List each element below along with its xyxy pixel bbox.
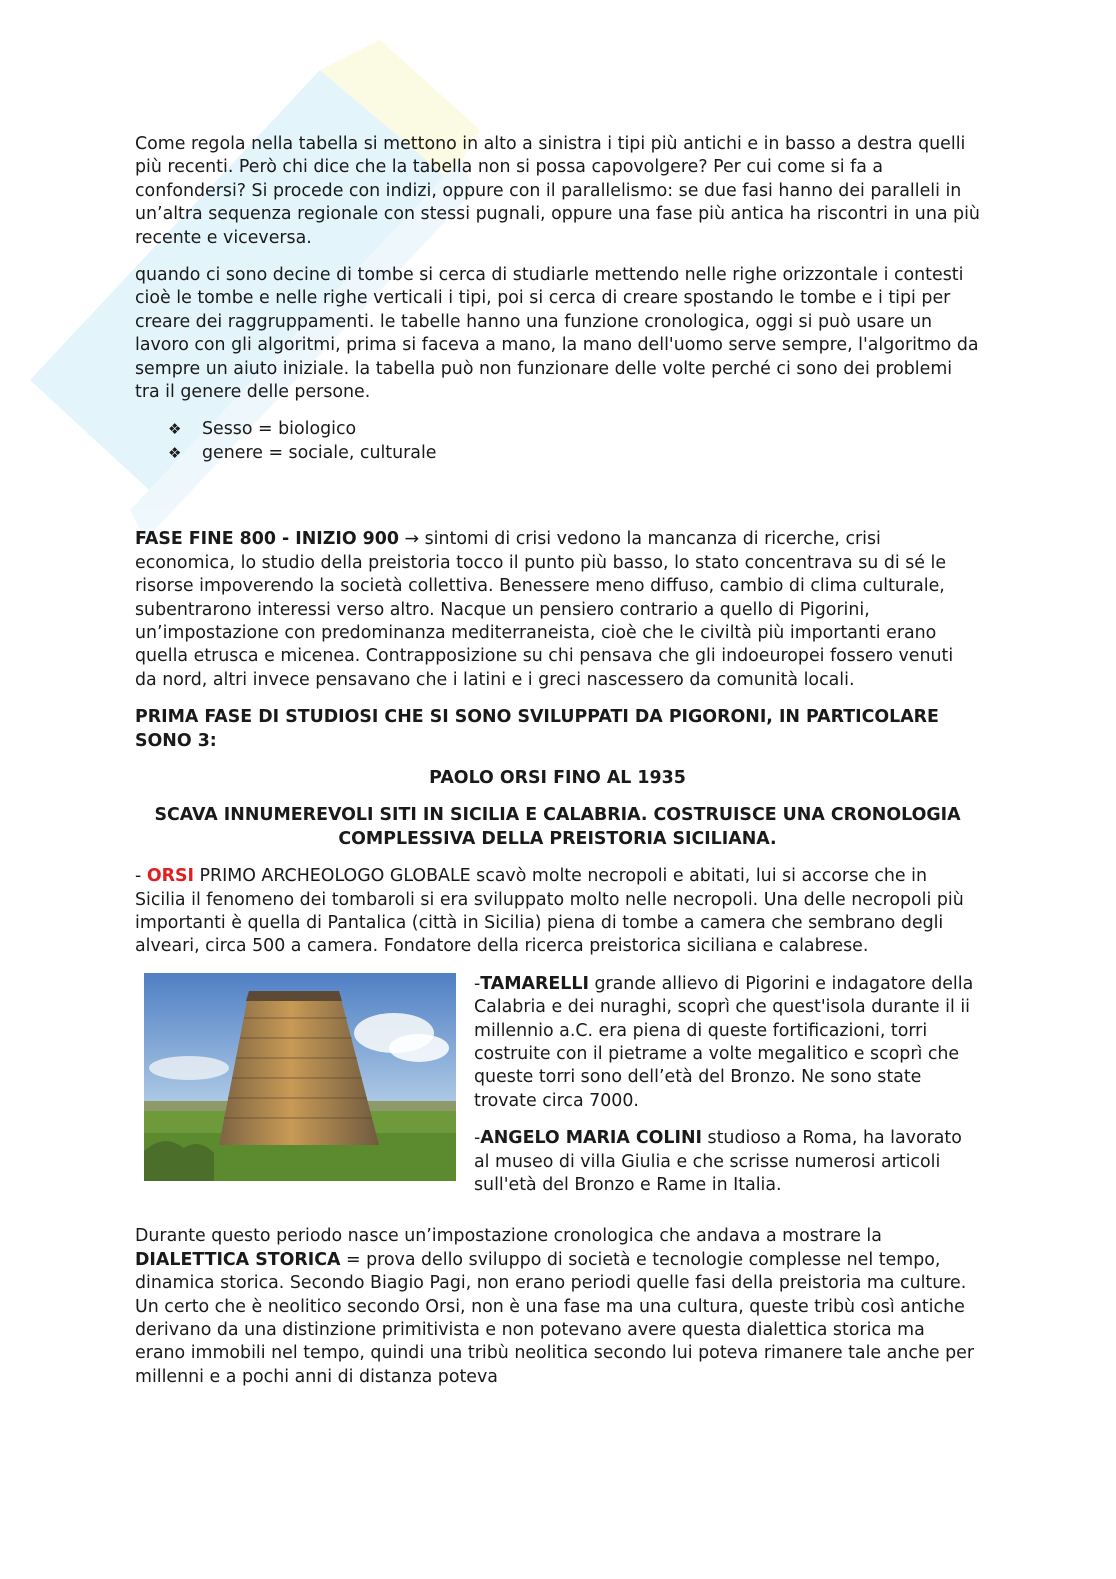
paragraph-tabella: Come regola nella tabella si mettono in alto a sinistra i tipi più antichi e in basso a destra quelli più recenti. Però chi dice che la tabella non si possa capovolgere? Per cui come si fa a confondersi? Si procede con indizi, oppure con il parallelismo: se due fasi hanno dei paralleli in un’altra sequenza regionale con stessi pugnali, oppure una fase più antica ha riscontri in una più recente e viceversa. [135, 134, 980, 248]
diamond-bullet-icon: ❖ [168, 420, 182, 439]
orsi-name: ORSI [146, 866, 194, 887]
paragraph-fase: FASE FINE 800 - INIZIO 900 → sintomi di crisi vedono la mancanza di ricerche, crisi economica, lo studio della preistoria tocco il punto più basso, lo stato concentrava su di sé le risorse impoverendo la società collettiva. Benessere meno diffuso, cambio di clima culturale, subentrarono interessi verso altro. Nacque un pensiero contrario a quello di Pigorini, un’impostazione con predominanza mediterraneista, cioè che le civiltà più importanti erano quella etrusca e micenea. Contrapposizione su chi pensava che gli indoeuropei fossero venuti da nord, altri invece pensavano che i latini e i greci nascessero da comunità locali. [135, 529, 954, 690]
colini-name: ANGELO MARIA COLINI [480, 1128, 703, 1149]
nuraghe-photo [144, 973, 456, 1181]
paragraph-colini: -ANGELO MARIA COLINI studioso a Roma, ha lavorato al museo di villa Giulia e che scrisse numerosi articoli sull'età del Bronzo e Rame in Italia. [474, 1128, 962, 1196]
heading-orsi-subtitle: SCAVA INNUMEREVOLI SITI IN SICILIA E CALABRIA. COSTRUISCE UNA CRONOLOGIA COMPLESSIVA DELLA PREISTORIA SICILIANA. [154, 805, 961, 849]
paragraph-tombe: quando ci sono decine di tombe si cerca di studiarle mettendo nelle righe orizzontale i contesti cioè le tombe e nelle righe verticali i tipi, poi si cerca di creare spostando le tombe e i tipi per creare dei raggruppamenti. le tabelle hanno una funzione cronologica, oggi si può usare un lavoro con gli algoritmi, prima si faceva a mano, la mano dell'uomo serve sempre, l'algoritmo da sempre un aiuto iniziale. la tabella può non funzionare delle volte perché ci sono dei problemi tra il genere delle persone. [135, 265, 979, 403]
list-item: ❖ genere = sociale, culturale [168, 442, 980, 465]
list-item: ❖ Sesso = biologico [168, 418, 980, 441]
heading-orsi: PAOLO ORSI FINO AL 1935 [429, 767, 686, 788]
scholars-text [474, 973, 980, 1212]
dialettica-term: DIALETTICA STORICA [135, 1249, 341, 1270]
document-page [135, 133, 980, 1403]
nuraghe-section [135, 973, 980, 1212]
tamarelli-name: TAMARELLI [480, 973, 589, 994]
paragraph-dialettica: Durante questo periodo nasce un’impostazione cronologica che andava a mostrare la DIALETTICA STORICA = prova dello sviluppo di società e tecnologie complesse nel tempo, dinamica storica. Secondo Biagio Pagi, non erano periodi quelle fasi della preistoria ma culture. Un certo che è neolitico secondo Orsi, non è una fase ma una cultura, queste tribù così antiche derivano da una distinzione primitivista e non potevano avere questa dialettica storica ma erano immobili nel tempo, quindi una tribù neolitica secondo lui poteva rimanere tale anche per millenni e a pochi anni di distanza poteva [135, 1226, 975, 1387]
diamond-bullet-icon: ❖ [168, 443, 182, 462]
paragraph-orsi: - ORSI PRIMO ARCHEOLOGO GLOBALE scavò molte necropoli e abitati, lui si accorse che in Sicilia il fenomeno dei tombaroli si era sviluppato molto nelle necropoli. Una delle necropoli più importanti è quella di Pantalica (città in Sicilia) piena di tombe a camera che sembrano degli alveari, circa 500 a camera. Fondatore della ricerca preistorica siciliana e calabrese. [135, 866, 964, 957]
heading-prima-fase: PRIMA FASE DI STUDIOSI CHE SI SONO SVILUPPATI DA PIGORONI, IN PARTICOLARE SONO 3: [135, 707, 939, 751]
fase-label: FASE FINE 800 - INIZIO 900 [135, 529, 399, 550]
bullet-list [135, 418, 980, 465]
paragraph-tamarelli: -TAMARELLI grande allievo di Pigorini e indagatore della Calabria e dei nuraghi, scoprì che quest'isola durante il ii millennio a.C. era piena di queste fortificazioni, torri costruite con il pietrame a volte megalitico e scoprì che queste torri sono dell’età del Bronzo. Ne sono state trovate circa 7000. [474, 973, 974, 1111]
arrow-icon: → [404, 529, 420, 550]
